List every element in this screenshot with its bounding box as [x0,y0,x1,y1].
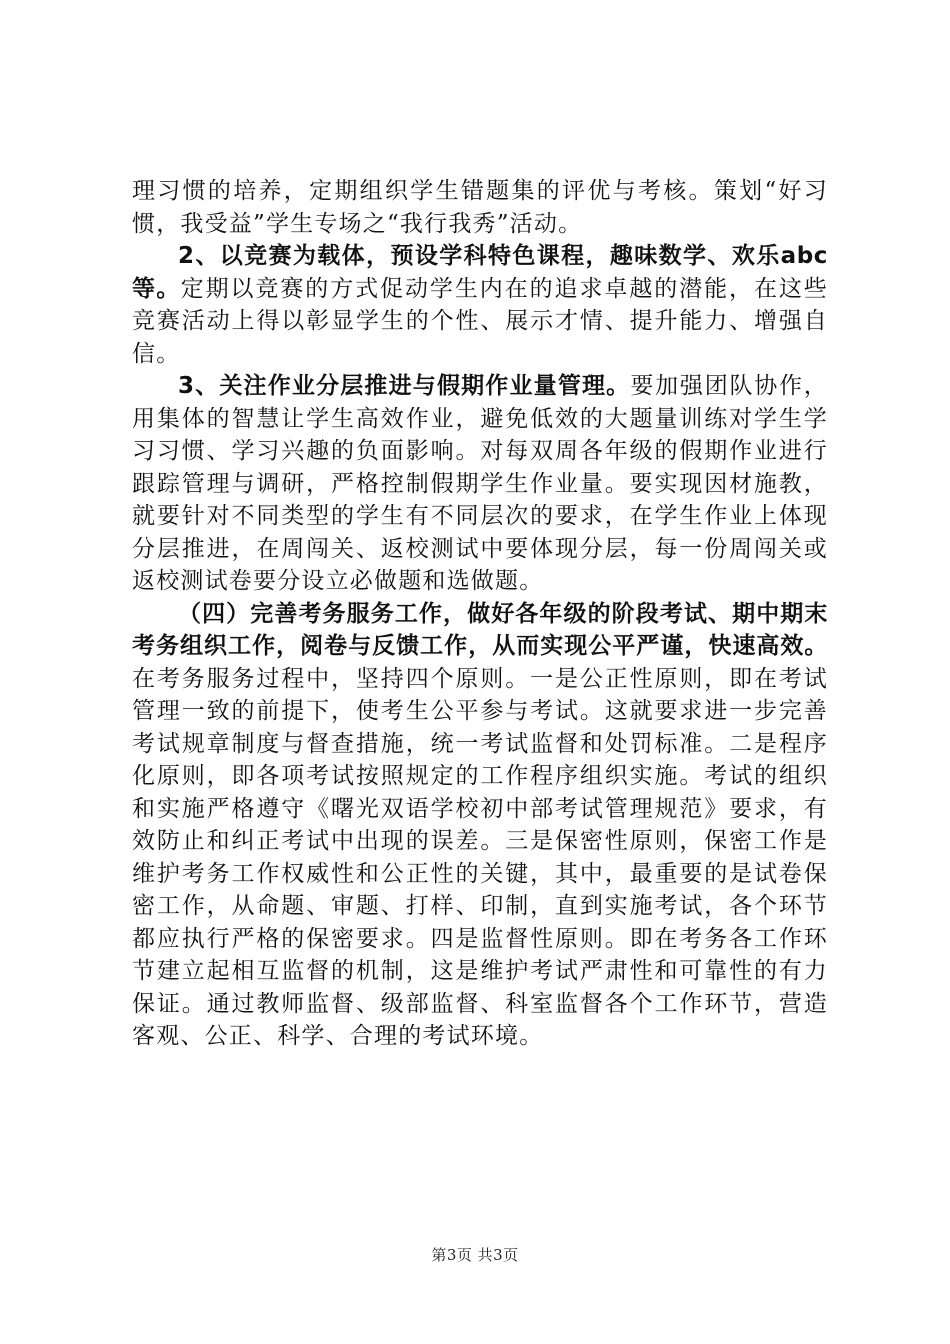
page-footer [0,1244,950,1265]
paragraph-competition [132,240,828,370]
page-number: 第3页 共3页 [431,1246,519,1264]
paragraph-continuation [132,175,828,240]
paragraph-text: 定期以竞赛的方式促动学生内在的追求卓越的潜能，在这些竞赛活动上得以彰显学生的个性、展示才情、提升能力、增强自信。 [132,275,828,367]
paragraph-exam-service [132,598,828,1053]
paragraph-text: 理习惯的培养，定期组织学生错题集的评优与考核。策划“好习惯，我受益”学生专场之“我行我秀”活动。 [132,178,828,237]
paragraph-text: 要加强团队协作，用集体的智慧让学生高效作业，避免低效的大题量训练对学生学习习惯、学习兴趣的负面影响。对每双周各年级的假期作业进行跟踪管理与调研，严格控制假期学生作业量。要实现因材施教，就要针对不同类型的学生有不同层次的要求，在学生作业上体现分层推进，在周闯关、返校测试中要体现分层，每一份周闯关或返校测试卷要分设立必做题和选做题。 [132,373,828,594]
paragraph-text: 在考务服务过程中，坚持四个原则。一是公正性原则，即在考试管理一致的前提下，使考生公平参与考试。这就要求进一步完善考试规章制度与督查措施，统一考试监督和处罚标准。二是程序化原则，即各项考试按照规定的工作程序组织实施。考试的组织和实施严格遵守《曙光双语学校初中部考试管理规范》要求，有效防止和纠正考试中出现的误差。三是保密性原则，保密工作是维护考务工作权威性和公正性的关键，其中，最重要的是试卷保密工作，从命题、审题、打样、印制，直到实施考试，各个环节都应执行严格的保密要求。四是监督性原则。即在考务各工作环节建立起相互监督的机制，这是维护考试严肃性和可靠性的有力保证。通过教师监督、级部监督、科室监督各个工作环节，营造客观、公正、科学、合理的考试环境。 [132,665,828,1049]
paragraph-homework [132,370,828,598]
paragraph-heading: 3、关注作业分层推进与假期作业量管理。 [178,373,631,399]
document-body [132,175,828,1053]
paragraph-heading: 2、以竞赛为载体，预设学科特色课程，趣味数学、欢乐abc等。 [132,243,828,302]
paragraph-heading: （四）完善考务服务工作，做好各年级的阶段考试、期中期末考务组织工作，阅卷与反馈工作，从而实现公平严谨，快速高效。 [132,600,828,659]
